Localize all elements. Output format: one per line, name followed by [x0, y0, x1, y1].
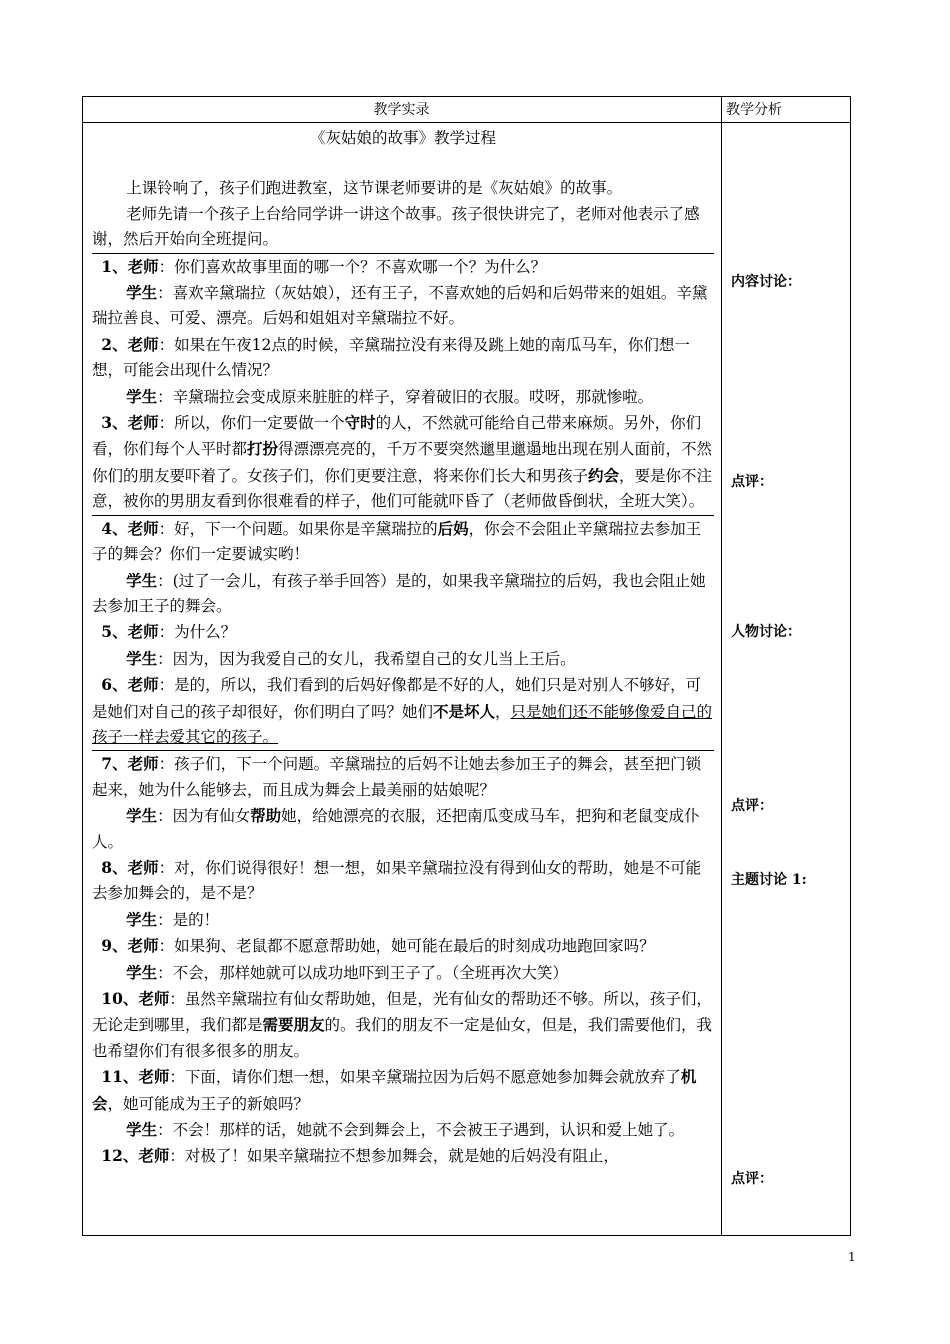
question-6: 6、老师：是的，所以，我们看到的后妈好像都是不好的人，她们只是对别人不够好，可是她们对自己的孩子却很好，你们明白了吗？她们不是坏人，只是她们还不能够像爱自己的孩子一样去爱其它的孩子。 [92, 672, 714, 751]
column-divider [721, 96, 722, 1236]
question-4: 4、老师：好，下一个问题。如果你是辛黛瑞拉的后妈，你会不会阻止辛黛瑞拉去参加王子的舞会？你们一定要诚实哟！ [92, 518, 702, 564]
question-2: 2、老师：如果在午夜12点的时候，辛黛瑞拉没有来得及跳上她的南瓜马车，你们想一想，可能会出现什么情况？ [92, 334, 690, 380]
question-5: 5、老师：为什么？ [101, 622, 237, 642]
answer-2: 学生：辛黛瑞拉会变成原来脏脏的样子，穿着破旧的衣服。哎呀，那就惨啦。 [126, 386, 654, 406]
theme-discussion-label: 主题讨论 1: [731, 872, 807, 888]
question-10: 10、老师：虽然辛黛瑞拉有仙女帮助她，但是，光有仙女的帮助还不够。所以，孩子们，无论走到哪里，我们都是需要朋友的。我们的朋友不一定是仙女，但是，我们需要他们，我也希望你们有很多很多的朋友。 [92, 989, 713, 1060]
answer-7: 学生：因为有仙女帮助她，给她漂亮的衣服，还把南瓜变成马车，把狗和老鼠变成仆人。 [92, 806, 700, 851]
answer-8: 学生：是的！ [126, 909, 220, 929]
question-1: 1、老师：你们喜欢故事里面的哪一个？不喜欢哪一个？为什么？ [101, 256, 547, 276]
answer-9: 学生：不会，那样她就可以成功地吓到王子了。（全班再次大笑） [126, 962, 568, 982]
comment-label-1: 点评： [731, 474, 773, 490]
question-12: 12、老师：对极了！如果辛黛瑞拉不想参加舞会，就是她的后妈没有阻止， [101, 1146, 619, 1166]
intro-paragraph-2: 老师先请一个孩子上台给同学讲一讲这个故事。孩子很快讲完了，老师对他表示了感谢，然后开始向全班提问。 [92, 202, 714, 254]
teaching-record-content [92, 126, 714, 1170]
question-9: 9、老师：如果狗、老鼠都不愿意帮助她，她可能在最后的时刻成功地跑回家吗？ [101, 936, 655, 956]
comment-label-3: 点评： [731, 1171, 773, 1187]
answer-5: 学生：因为，因为我爱自己的女儿，我希望自己的女儿当上王后。 [126, 648, 576, 668]
header-teaching-record: 教学实录 [373, 102, 430, 118]
answer-1: 学生：喜欢辛黛瑞拉（灰姑娘），还有王子，不喜欢她的后妈和后妈带来的姐姐。辛黛瑞拉善良、可爱、漂亮。后妈和姐姐对辛黛瑞拉不好。 [92, 283, 708, 328]
content-discussion-label: 内容讨论： [731, 274, 801, 290]
question-11: 11、老师：下面，请你们想一想，如果辛黛瑞拉因为后妈不愿意她参加舞会就放弃了机会，她可能成为王子的新娘吗？ [92, 1067, 697, 1113]
answer-11: 学生：不会！那样的话，她就不会到舞会上，不会被王子遇到，认识和爱上她了。 [126, 1120, 685, 1140]
answer-4: 学生：(过了一会儿，有孩子举手回答）是的，如果我辛黛瑞拉的后妈，我也会阻止她去参加王子的舞会。 [92, 570, 706, 615]
lesson-title: 《灰姑娘的故事》教学过程 [309, 129, 496, 147]
question-8: 8、老师：对，你们说得很好！想一想，如果辛黛瑞拉没有得到仙女的帮助，她是不可能去参加舞会的，是不是？ [92, 857, 702, 903]
intro-paragraph-1: 上课铃响了，孩子们跑进教室，这节课老师要讲的是《灰姑娘》的故事。 [126, 179, 623, 198]
character-discussion-label: 人物讨论： [731, 624, 801, 640]
question-7: 7、老师：孩子们，下一个问题。辛黛瑞拉的后妈不让她去参加王子的舞会，甚至把门锁起来，她为什么能够去，而且成为舞会上最美丽的姑娘呢？ [92, 754, 702, 799]
header-divider [82, 122, 851, 123]
page-number: 1 [848, 1250, 856, 1264]
comment-label-2: 点评： [731, 798, 773, 814]
header-teaching-analysis: 教学分析 [726, 102, 782, 118]
question-3: 3、老师：所以，你们一定要做一个守时的人，不然就可能给自己带来麻烦。另外，你们看，你们每个人平时都打扮得漂漂亮亮的，千万不要突然邋里邋遢地出现在别人面前，不然你们的朋友要吓着了。女孩子们，你们更要注意，将来你们长大和男孩子约会，要是你不注意，被你的男朋友看到你很难看的样子，他们可能就吓昏了（老师做昏倒状，全班大笑）。 [92, 410, 714, 516]
